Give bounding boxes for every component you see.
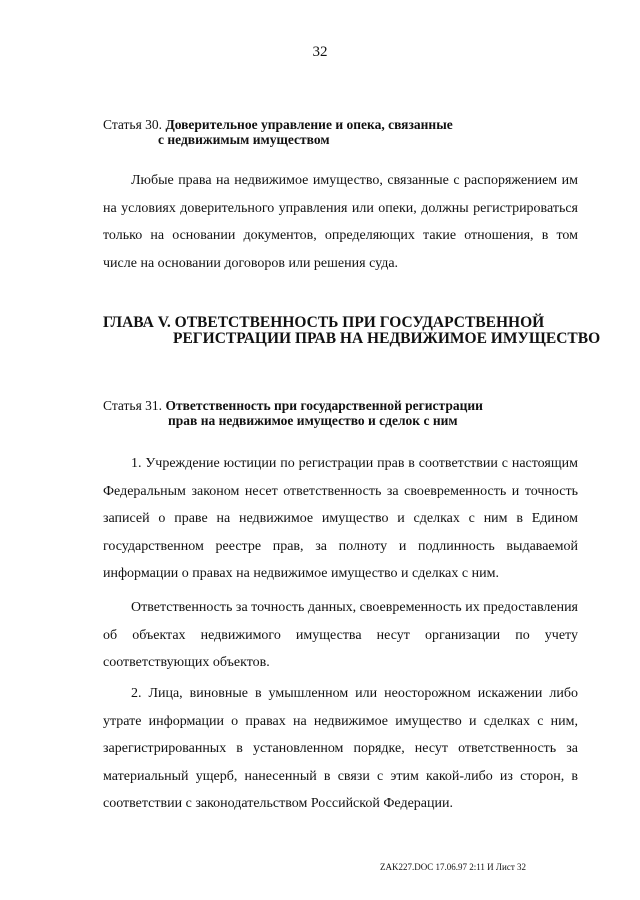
article-31-paragraph-1: 1. Учреждение юстиции по регистрации прав в соответствии с настоящим Федеральным законом несет ответственность за своевременность и точность записей о праве на недвижимое имущество и сделках с ним в Едином государственном реестре прав, за полноту и подлинность выдаваемой информации о правах на недвижимое имущество и сделках с ним. xyxy=(103,456,578,581)
article-31-prefix: Статья 31. xyxy=(103,398,163,413)
article-31-heading xyxy=(103,398,483,428)
chapter-5-line2: РЕГИСТРАЦИИ ПРАВ НА НЕДВИЖИМОЕ ИМУЩЕСТВО xyxy=(173,330,601,347)
article-31-paragraph-3: 2. Лица, виновные в умышленном или неосторожном искажении либо утрате информации о правах на недвижимое имущество и сделках с ним, зарегистрированных в установленном порядке, несут ответственность за материальный ущерб, нанесенный в связи с этим какой-либо из сторон, в соответствии с законодательством Российской Федерации. xyxy=(103,686,578,811)
chapter-5-line1: ГЛАВА V. ОТВЕТСТВЕННОСТЬ ПРИ ГОСУДАРСТВЕННОЙ xyxy=(103,314,545,331)
article-30-prefix: Статья 30. xyxy=(103,117,163,132)
article-30-heading xyxy=(103,117,453,147)
article-30-title-line2: с недвижимым имуществом xyxy=(158,132,330,147)
chapter-5-heading xyxy=(103,315,600,347)
article-31-title-line2: прав на недвижимое имущество и сделок с ним xyxy=(168,413,458,428)
article-30-paragraph: Любые права на недвижимое имущество, связанные с распоряжением им на условиях доверительного управления или опеки, должны регистрироваться только на основании документов, определяющих такие отношения, в том числе на основании договоров или решения суда. xyxy=(103,173,578,271)
page-number: 32 xyxy=(312,44,328,60)
article-31-title-line1: Ответственность при государственной регистрации xyxy=(165,398,483,413)
document-footer: ZAK227.DOC 17.06.97 2:11 И Лист 32 xyxy=(380,862,527,872)
article-30-title-line1: Доверительное управление и опека, связанные xyxy=(165,117,453,132)
article-31-paragraph-2: Ответственность за точность данных, своевременность их предоставления об объектах недвижимого имущества несут организации по учету соответствующих объектов. xyxy=(103,600,578,670)
